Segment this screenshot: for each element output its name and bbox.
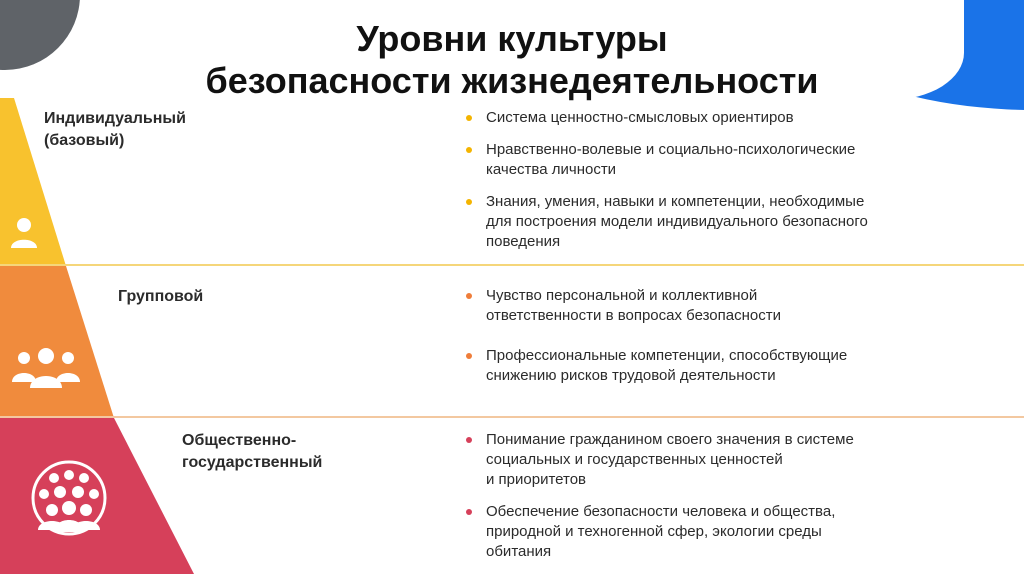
title-line-2: безопасности жизнедеятельности xyxy=(205,60,819,101)
divider-1 xyxy=(0,264,1024,266)
list-item xyxy=(462,430,1012,490)
list-item-text: Система ценностно-смысловых ориентиров xyxy=(486,109,794,126)
bullet-dot-icon xyxy=(466,353,472,359)
list-item-text: Знания, умения, навыки и компетенции, необходимые для построения модели индивидуального безопасного поведения xyxy=(486,193,868,250)
divider-2 xyxy=(0,416,1024,418)
list-item-text: Обеспечение безопасности человека и общества, природной и техногенной сфер, экологии среды обитания xyxy=(486,503,836,560)
level-label-society: Общественно- государственный xyxy=(182,432,323,471)
list-item xyxy=(462,346,1012,386)
list-item-text: Чувство персональной и коллективной ответственности в вопросах безопасности xyxy=(486,287,781,324)
pyramid-level-group xyxy=(0,266,114,418)
person-icon xyxy=(8,216,40,250)
list-item xyxy=(462,286,1012,326)
bullet-dot-icon xyxy=(466,115,472,121)
bullet-dot-icon xyxy=(466,199,472,205)
page-title xyxy=(0,18,1024,102)
level-label-group: Групповой xyxy=(118,288,204,305)
level-label-individual: Индивидуальный (базовый) xyxy=(44,110,186,149)
bullet-list-individual xyxy=(462,108,1012,264)
bullet-list-society xyxy=(462,430,1012,574)
list-item-text: Понимание гражданином своего значения в системе социальных и государственных ценностей и приоритетов xyxy=(486,431,854,488)
group-icon xyxy=(10,346,82,390)
list-item-text: Профессиональные компетенции, способствующие снижению рисков трудовой деятельности xyxy=(486,347,848,384)
list-item xyxy=(462,192,1012,252)
bullet-dot-icon xyxy=(466,437,472,443)
list-item-text: Нравственно-волевые и социально-психологические качества личности xyxy=(486,141,856,178)
title-line-1: Уровни культуры xyxy=(356,18,668,59)
list-item xyxy=(462,502,1012,562)
bullet-dot-icon xyxy=(466,509,472,515)
list-item xyxy=(462,140,1012,180)
bullet-list-group xyxy=(462,286,1012,406)
bullet-dot-icon xyxy=(466,293,472,299)
bullet-dot-icon xyxy=(466,147,472,153)
crowd-icon xyxy=(14,458,124,538)
list-item xyxy=(462,108,1012,128)
